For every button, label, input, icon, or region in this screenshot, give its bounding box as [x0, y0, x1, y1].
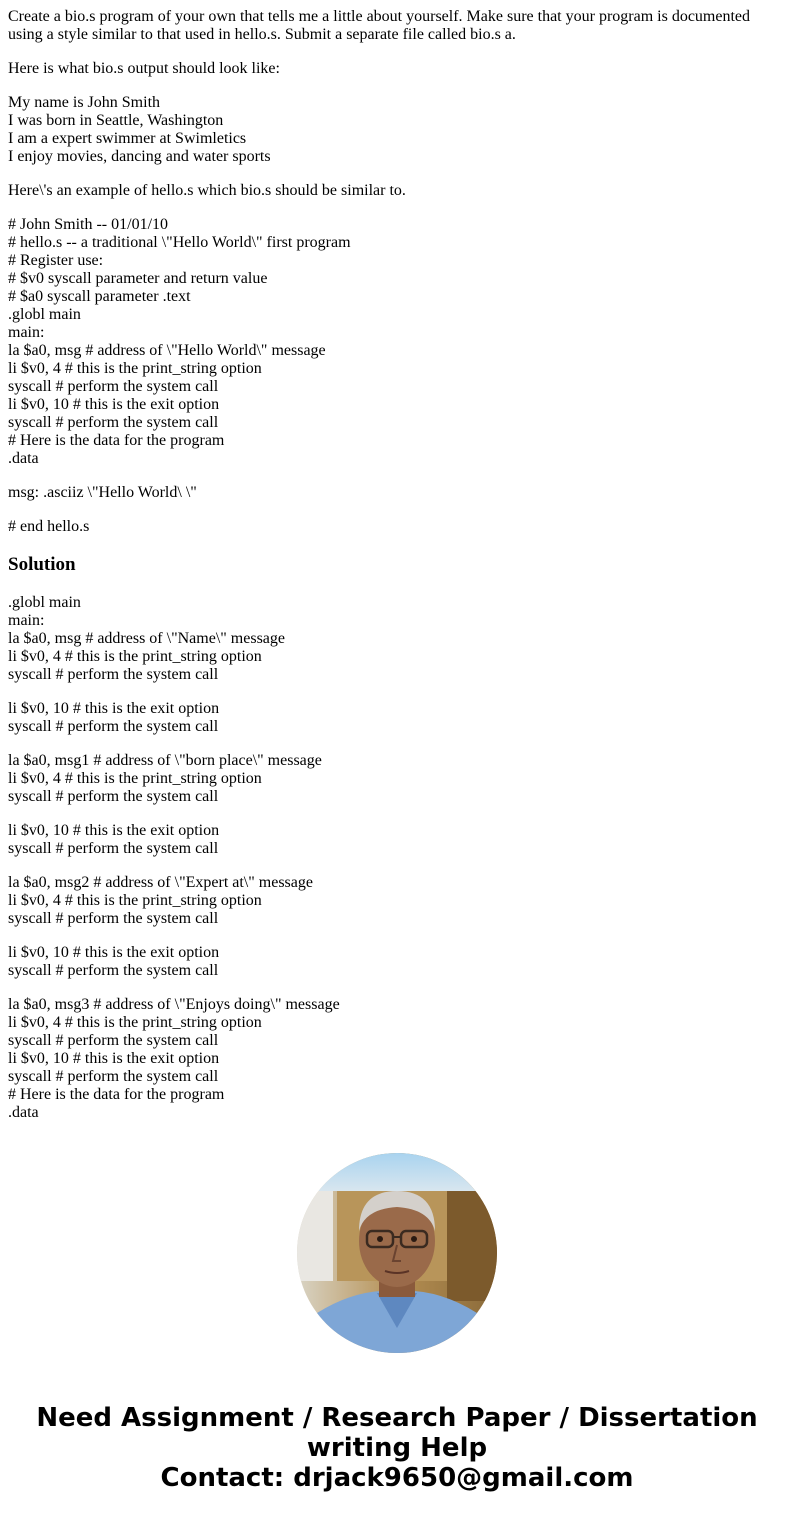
- sample-output-line: I was born in Seattle, Washington: [8, 112, 224, 129]
- code-line: main:: [8, 324, 45, 341]
- code-line: # Here is the data for the program: [8, 1086, 225, 1103]
- code-line: la $a0, msg3 # address of \"Enjoys doing\" message: [8, 996, 340, 1013]
- code-line: li $v0, 10 # this is the exit option: [8, 1050, 220, 1067]
- code-line: # $v0 syscall parameter and return value: [8, 270, 268, 287]
- output-intro: Here is what bio.s output should look like:: [8, 60, 280, 77]
- code-line: # John Smith -- 01/01/10: [8, 216, 169, 233]
- code-line: .globl main: [8, 594, 81, 611]
- solution-heading: Solution: [8, 554, 76, 575]
- solution-code-block: [8, 700, 786, 736]
- author-photo: [297, 1153, 497, 1353]
- solution-code-block: [8, 874, 786, 928]
- code-line: syscall # perform the system call: [8, 666, 219, 683]
- solution-code-block: [8, 944, 786, 980]
- code-line: syscall # perform the system call: [8, 718, 219, 735]
- solution-code-block: [8, 996, 786, 1122]
- code-line: la $a0, msg # address of \"Hello World\" message: [8, 342, 326, 359]
- code-line: li $v0, 10 # this is the exit option: [8, 396, 220, 413]
- code-line: syscall # perform the system call: [8, 1068, 219, 1085]
- code-line: syscall # perform the system call: [8, 788, 219, 805]
- sample-output-line: I enjoy movies, dancing and water sports: [8, 148, 271, 165]
- footer-banner: [0, 1403, 794, 1493]
- footer-contact: Contact: drjack9650@gmail.com: [160, 1463, 634, 1493]
- code-line: syscall # perform the system call: [8, 840, 219, 857]
- code-line: la $a0, msg1 # address of \"born place\" message: [8, 752, 322, 769]
- footer-line-2: writing Help: [306, 1433, 488, 1463]
- code-line: la $a0, msg2 # address of \"Expert at\" message: [8, 874, 313, 891]
- code-line: li $v0, 4 # this is the print_string option: [8, 1014, 262, 1031]
- code-line: # $a0 syscall parameter .text: [8, 288, 191, 305]
- code-line: la $a0, msg # address of \"Name\" message: [8, 630, 285, 647]
- author-avatar: [297, 1153, 497, 1353]
- msg-line: msg: .asciiz \"Hello World\ \": [8, 484, 197, 501]
- code-line: syscall # perform the system call: [8, 414, 219, 431]
- hello-code: [8, 216, 786, 468]
- code-line: main:: [8, 612, 45, 629]
- code-line: li $v0, 4 # this is the print_string option: [8, 892, 262, 909]
- code-line: syscall # perform the system call: [8, 1032, 219, 1049]
- solution-code-block: [8, 752, 786, 806]
- question-intro: Create a bio.s program of your own that tells me a little about yourself. Make sure that your program is documented using a style similar to that used in hello.s. Submit a separate file called bio.s a.: [8, 8, 751, 43]
- sample-output-line: My name is John Smith: [8, 94, 161, 111]
- code-line: li $v0, 4 # this is the print_string option: [8, 770, 262, 787]
- code-line: syscall # perform the system call: [8, 962, 219, 979]
- solution-code-block: [8, 822, 786, 858]
- code-line: .globl main: [8, 306, 81, 323]
- code-line: li $v0, 4 # this is the print_string option: [8, 648, 262, 665]
- solution-code-block: [8, 594, 786, 684]
- code-line: # Register use:: [8, 252, 104, 269]
- code-line: # hello.s -- a traditional \"Hello World\" first program: [8, 234, 351, 251]
- code-line: li $v0, 10 # this is the exit option: [8, 944, 220, 961]
- sample-output: [8, 94, 786, 166]
- code-line: li $v0, 10 # this is the exit option: [8, 700, 220, 717]
- code-line: # Here is the data for the program: [8, 432, 225, 449]
- code-line: li $v0, 4 # this is the print_string option: [8, 360, 262, 377]
- code-line: .data: [8, 450, 39, 467]
- example-intro: Here\'s an example of hello.s which bio.s should be similar to.: [8, 182, 406, 199]
- footer-line-1: Need Assignment / Research Paper / Dissertation: [36, 1403, 758, 1433]
- code-line: .data: [8, 1104, 39, 1121]
- end-line: # end hello.s: [8, 518, 90, 535]
- code-line: syscall # perform the system call: [8, 378, 219, 395]
- code-line: syscall # perform the system call: [8, 910, 219, 927]
- code-line: li $v0, 10 # this is the exit option: [8, 822, 220, 839]
- solution-code: [8, 594, 786, 1122]
- sample-output-line: I am a expert swimmer at Swimletics: [8, 130, 247, 147]
